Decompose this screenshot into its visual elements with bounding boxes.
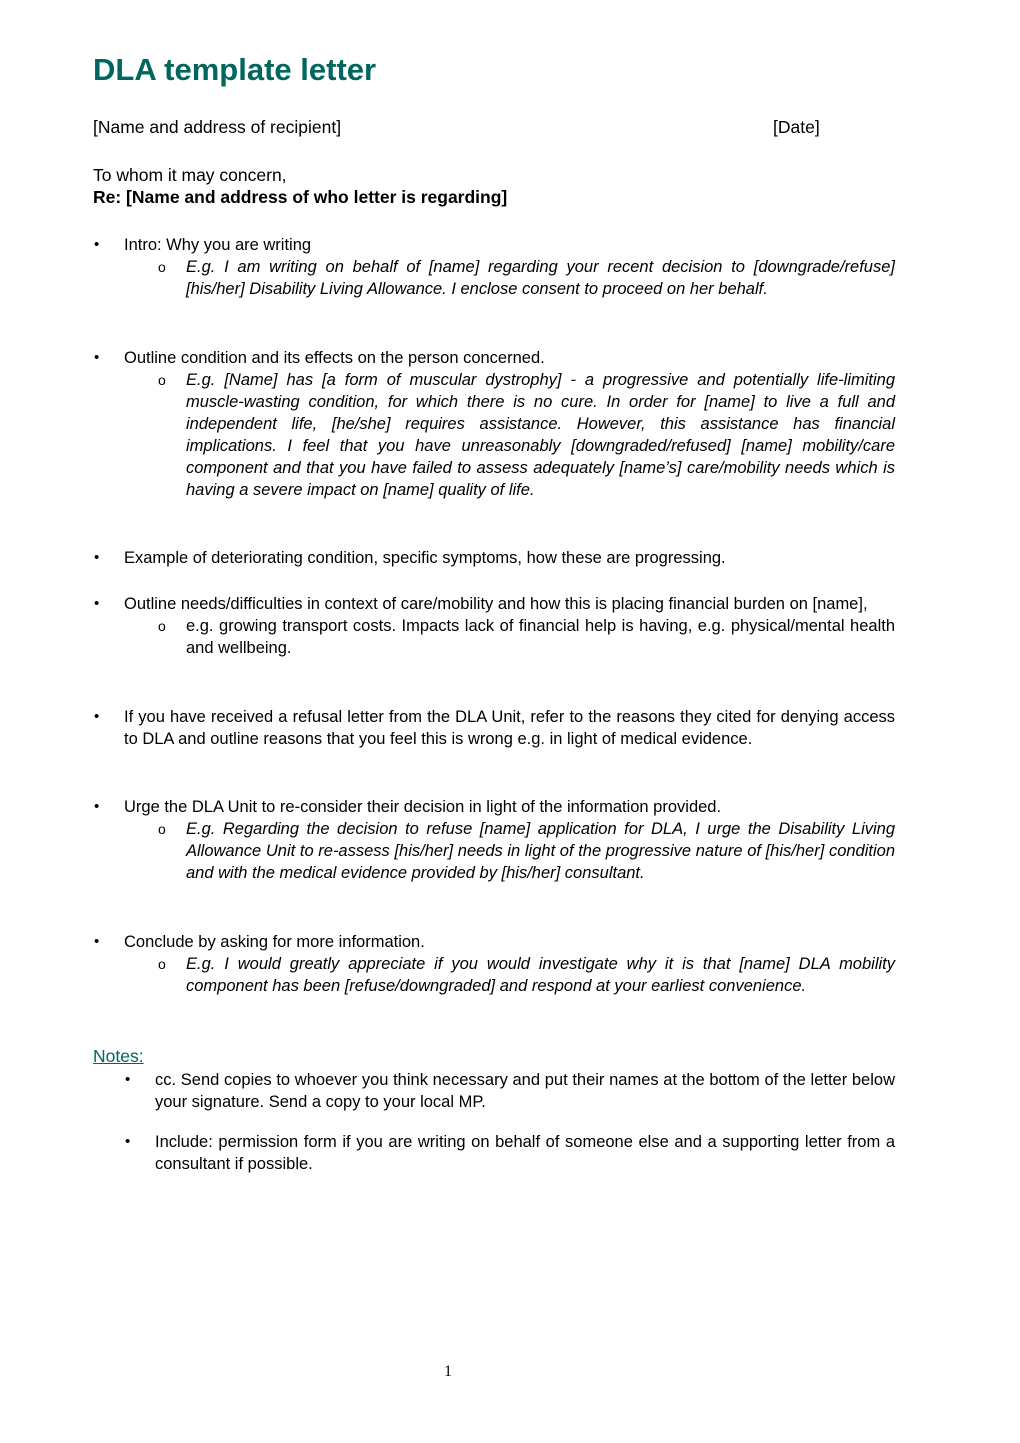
sub-list-item <box>155 615 895 659</box>
sub-list-item <box>155 953 895 997</box>
sub-bullet-icon: o <box>158 956 166 972</box>
bullet-text: Urge the DLA Unit to re-consider their decision in light of the information provided. <box>124 798 722 816</box>
note-text: Include: permission form if you are writing on behalf of someone else and a supporting letter from a consultant if possible. <box>155 1133 895 1173</box>
example-text: e.g. growing transport costs. Impacts lack of financial help is having, e.g. physical/mental health and wellbeing. <box>186 617 895 657</box>
bullet-section <box>93 931 895 997</box>
sub-bullet-icon: o <box>158 821 166 837</box>
page-number: 1 <box>444 1363 452 1380</box>
salutation: To whom it may concern, <box>93 165 287 185</box>
bullet-icon: • <box>94 349 100 366</box>
bullet-icon: • <box>94 549 100 566</box>
bullet-section <box>93 347 895 501</box>
list-item <box>93 593 895 615</box>
list-item <box>93 796 895 818</box>
bullet-icon: • <box>94 798 100 815</box>
list-item <box>93 931 895 953</box>
bullet-text: Outline needs/difficulties in context of care/mobility and how this is placing financial burden on [name], <box>124 595 868 613</box>
bullet-text: If you have received a refusal letter from the DLA Unit, refer to the reasons they cited for denying access to DLA and outline reasons that you feel this is wrong e.g. in light of medical evidence. <box>124 708 895 748</box>
sub-bullet-icon: o <box>158 259 166 275</box>
notes-item <box>124 1069 895 1113</box>
list-item <box>93 234 895 256</box>
sub-list-item <box>155 818 895 884</box>
bullet-text: Outline condition and its effects on the person concerned. <box>124 349 545 367</box>
bullet-icon: • <box>94 595 100 612</box>
bullet-icon: • <box>125 1133 131 1150</box>
bullet-section <box>93 796 895 884</box>
bullet-icon: • <box>94 933 100 950</box>
sub-list-item <box>155 256 895 300</box>
list-item <box>124 1131 895 1175</box>
example-text: E.g. I would greatly appreciate if you would investigate why it is that [name] DLA mobility component has been [refuse/downgraded] and respond at your earliest convenience. <box>186 955 895 995</box>
list-item <box>93 706 895 750</box>
bullet-icon: • <box>94 708 100 725</box>
example-text: E.g. I am writing on behalf of [name] regarding your recent decision to [downgrade/refuse] [his/her] Disability Living Allowance. I enclose consent to proceed on her behalf. <box>186 258 895 298</box>
sub-list-item <box>155 369 895 501</box>
list-item <box>93 547 895 569</box>
sub-bullet-icon: o <box>158 372 166 388</box>
re-line: Re: [Name and address of who letter is regarding] <box>93 187 508 207</box>
date-placeholder: [Date] <box>773 117 820 137</box>
bullet-section <box>93 593 895 659</box>
bullet-text: Example of deteriorating condition, specific symptoms, how these are progressing. <box>124 549 726 567</box>
bullet-text: Intro: Why you are writing <box>124 236 312 254</box>
list-item <box>124 1069 895 1113</box>
bullet-section <box>93 234 895 300</box>
notes-heading: Notes: <box>93 1046 144 1066</box>
sub-bullet-icon: o <box>158 618 166 634</box>
bullet-section <box>93 547 895 569</box>
list-item <box>93 347 895 369</box>
document-title: DLA template letter <box>93 52 377 87</box>
recipient-placeholder: [Name and address of recipient] <box>93 117 342 137</box>
bullet-icon: • <box>94 236 100 253</box>
example-text: E.g. [Name] has [a form of muscular dystrophy] - a progressive and potentially life-limiting muscle-wasting condition, for which there is no cure. In order for [name] to live a full and independent life, [he/she] requires assistance. However, this assistance has financial implications. I feel that you have unreasonably [downgraded/refused] [name] mobility/care component and that you have failed to assess adequately [name’s] care/mobility needs which is having a severe impact on [name] quality of life. <box>186 371 895 499</box>
bullet-text: Conclude by asking for more information. <box>124 933 425 951</box>
notes-item <box>124 1131 895 1175</box>
example-text: E.g. Regarding the decision to refuse [name] application for DLA, I urge the Disability Living Allowance Unit to re-assess [his/her] needs in light of the progressive nature of [his/her] condition and with the medical evidence provided by [his/her] consultant. <box>186 820 895 882</box>
bullet-section <box>93 706 895 750</box>
bullet-icon: • <box>125 1071 131 1088</box>
note-text: cc. Send copies to whoever you think necessary and put their names at the bottom of the letter below your signature. Send a copy to your local MP. <box>155 1071 895 1111</box>
